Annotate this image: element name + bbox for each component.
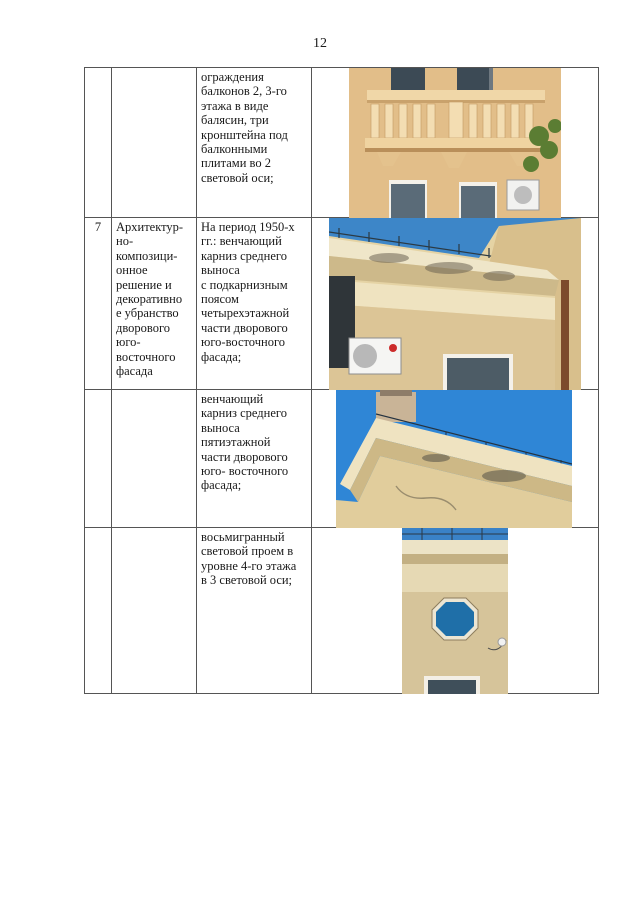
row-description: восьмигранный световой проем в уровне 4-го этажа в 3 световой оси; xyxy=(197,528,312,694)
balcony-photo xyxy=(349,68,561,218)
table-row xyxy=(85,390,599,528)
table-row xyxy=(85,528,599,694)
row-photo-cell xyxy=(312,528,599,694)
row-subject xyxy=(112,528,197,694)
heritage-elements-table xyxy=(84,67,599,694)
cornice-five-storey-photo xyxy=(336,390,572,528)
row-subject xyxy=(112,390,197,528)
row-description: На период 1950-х гг.: венчающий карниз среднего выноса с подкарнизным поясом четырехэтажной части дворового юго-восточного фасада; xyxy=(197,218,312,390)
row-number xyxy=(85,528,112,694)
row-subject xyxy=(112,68,197,218)
row-subject: Архитектур- но- композици- онное решение и декоративно е убранство дворового юго- восточного фасада xyxy=(112,218,197,390)
row-description: ограждения балконов 2, 3-го этажа в виде балясин, три кронштейна под балконными плитами во 2 световой оси; xyxy=(197,68,312,218)
row-number: 7 xyxy=(85,218,112,390)
row-description: венчающий карниз среднего выноса пятиэтажной части дворового юго- восточного фасада; xyxy=(197,390,312,528)
table-row xyxy=(85,68,599,218)
row-photo-cell xyxy=(312,218,599,390)
row-number xyxy=(85,68,112,218)
table-row xyxy=(85,218,599,390)
page-number: 12 xyxy=(313,36,327,51)
row-number xyxy=(85,390,112,528)
row-photo-cell xyxy=(312,68,599,218)
octagonal-window-photo xyxy=(402,528,508,694)
cornice-four-storey-photo xyxy=(329,218,581,390)
row-photo-cell xyxy=(312,390,599,528)
